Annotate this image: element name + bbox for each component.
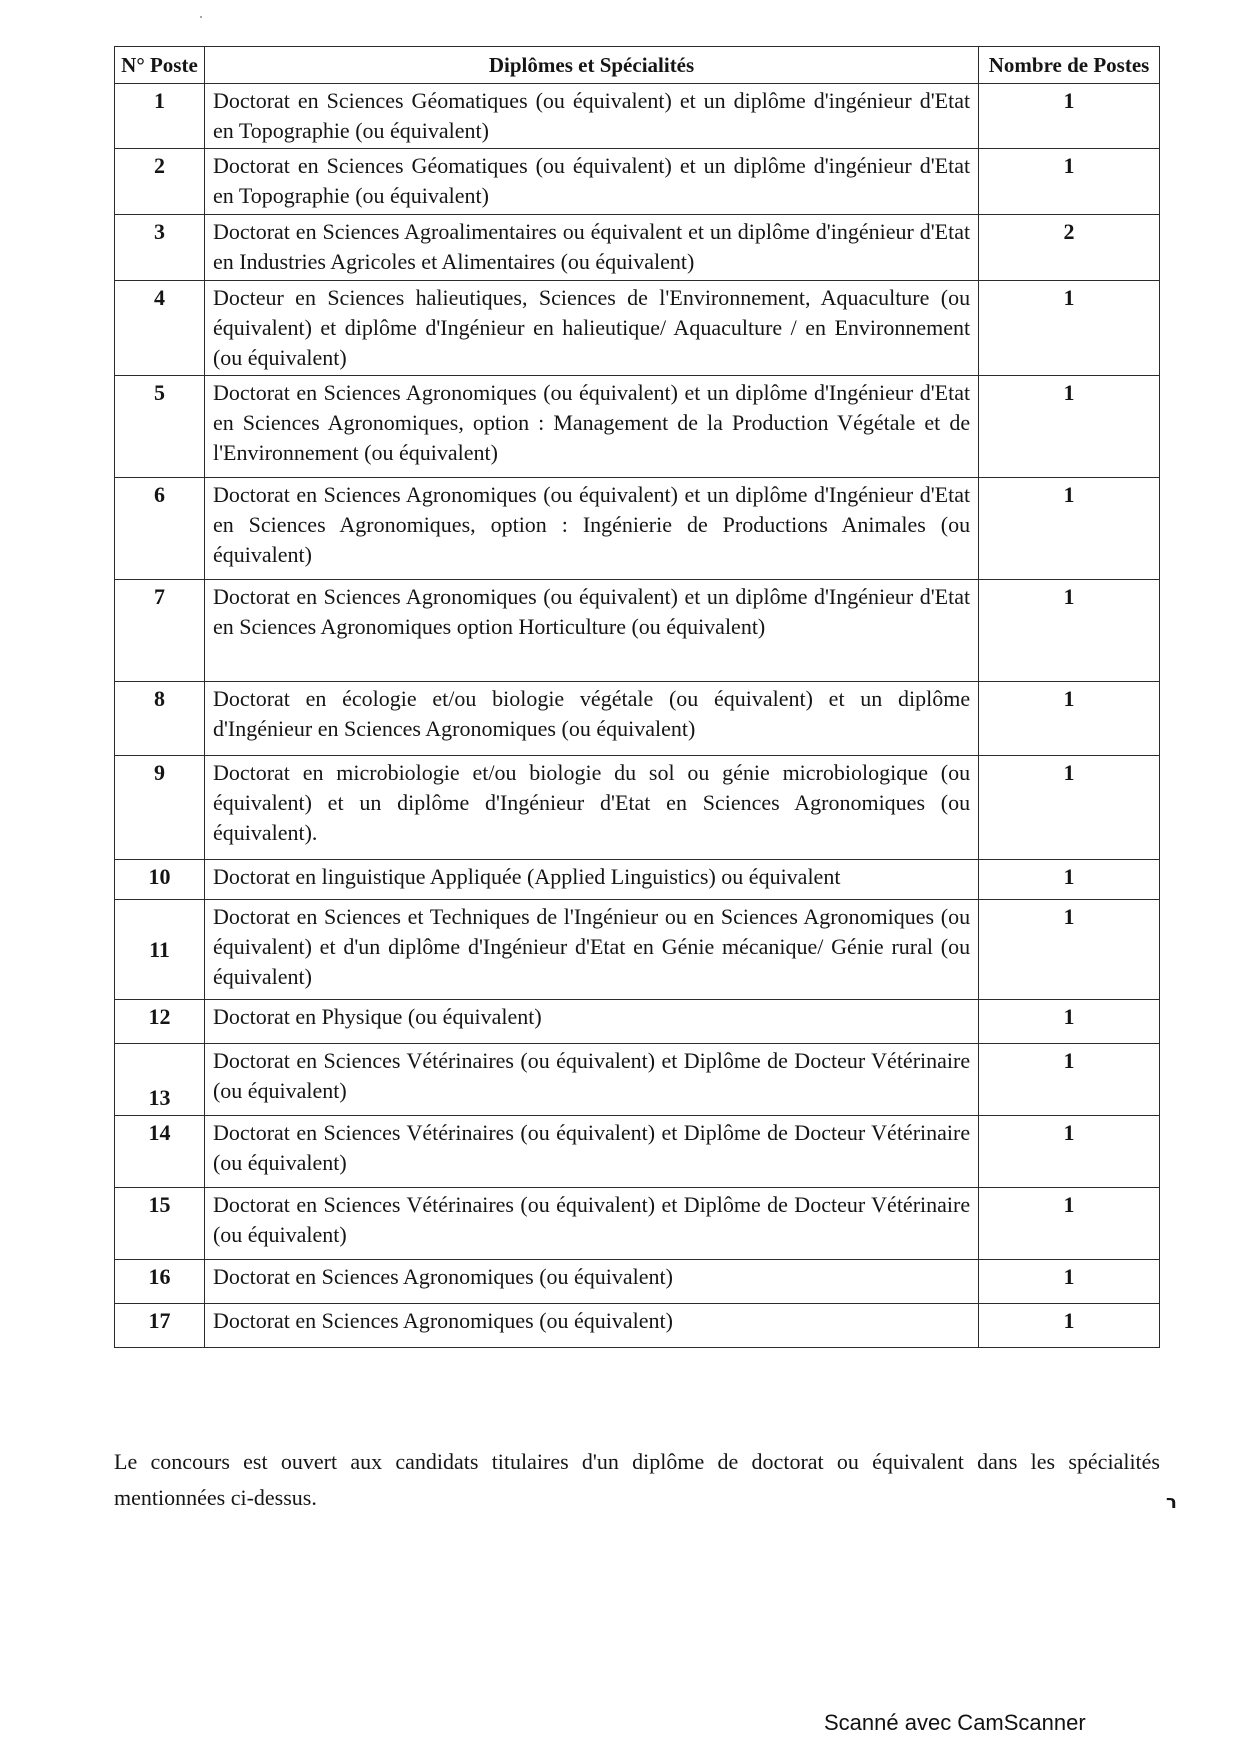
table-header-row (115, 47, 1160, 84)
post-number: 17 (115, 1304, 205, 1348)
post-specialty: Doctorat en Sciences Agronomiques (ou équivalent) et un diplôme d'Ingénieur d'Etat en Sciences Agronomiques, option : Ingénierie de Productions Animales (ou équivalent) (204, 478, 978, 580)
table-row (115, 1260, 1160, 1304)
post-number: 16 (115, 1260, 205, 1304)
table-row (115, 1044, 1160, 1116)
post-specialty: Doctorat en Sciences Vétérinaires (ou équivalent) et Diplôme de Docteur Vétérinaire (ou équivalent) (204, 1116, 978, 1188)
post-specialty: Doctorat en Sciences Agronomiques (ou équivalent) (204, 1304, 978, 1348)
post-count: 2 (979, 215, 1160, 281)
post-specialty: Doctorat en linguistique Appliquée (Applied Linguistics) ou équivalent (204, 860, 978, 900)
post-specialty: Doctorat en Sciences Vétérinaires (ou équivalent) et Diplôme de Docteur Vétérinaire (ou équivalent) (204, 1188, 978, 1260)
post-number: 12 (115, 1000, 205, 1044)
table-row (115, 1116, 1160, 1188)
post-count: 1 (979, 376, 1160, 478)
post-count: 1 (979, 1116, 1160, 1188)
post-specialty: Doctorat en Sciences Agronomiques (ou équivalent) et un diplôme d'Ingénieur d'Etat en Sciences Agronomiques option Horticulture (ou équivalent) (204, 580, 978, 682)
table-row (115, 376, 1160, 478)
post-specialty: Doctorat en Sciences et Techniques de l'Ingénieur ou en Sciences Agronomiques (ou équivalent) et d'un diplôme d'Ingénieur d'Etat en Génie mécanique/ Génie rural (ou équivalent) (204, 900, 978, 1000)
post-specialty: Doctorat en écologie et/ou biologie végétale (ou équivalent) et un diplôme d'Ingénieur en Sciences Agronomiques (ou équivalent) (204, 682, 978, 756)
post-specialty: Doctorat en microbiologie et/ou biologie du sol ou génie microbiologique (ou équivalent) et un diplôme d'Ingénieur d'Etat en Sciences Agronomiques (ou équivalent). (204, 756, 978, 860)
post-number: 13 (115, 1044, 205, 1116)
post-number: 10 (115, 860, 205, 900)
post-count: 1 (979, 281, 1160, 376)
post-count: 1 (979, 84, 1160, 149)
table-row (115, 215, 1160, 281)
header-post-count: Nombre de Postes (979, 47, 1160, 84)
post-count: 1 (979, 580, 1160, 682)
post-specialty: Doctorat en Physique (ou équivalent) (204, 1000, 978, 1044)
post-count: 1 (979, 149, 1160, 215)
post-specialty: Docteur en Sciences halieutiques, Sciences de l'Environnement, Aquaculture (ou équivalent) et diplôme d'Ingénieur en halieutique/ Aquaculture / en Environnement (ou équivalent) (204, 281, 978, 376)
post-number: 14 (115, 1116, 205, 1188)
post-number: 15 (115, 1188, 205, 1260)
scanner-watermark: Scanné avec CamScanner (824, 1710, 1086, 1735)
post-count: 1 (979, 1000, 1160, 1044)
post-specialty: Doctorat en Sciences Agroalimentaires ou équivalent et un diplôme d'ingénieur d'Etat en Industries Agricoles et Alimentaires (ou équivalent) (204, 215, 978, 281)
post-count: 1 (979, 900, 1160, 1000)
table-row (115, 1304, 1160, 1348)
post-count: 1 (979, 682, 1160, 756)
post-count: 1 (979, 478, 1160, 580)
post-number: 6 (115, 478, 205, 580)
post-count: 1 (979, 756, 1160, 860)
page-mark: ר (1166, 1492, 1177, 1513)
post-specialty: Doctorat en Sciences Agronomiques (ou équivalent) (204, 1260, 978, 1304)
post-number: 5 (115, 376, 205, 478)
post-number: 7 (115, 580, 205, 682)
table-row (115, 1188, 1160, 1260)
post-number: 8 (115, 682, 205, 756)
header-specialty: Diplômes et Spécialités (204, 47, 978, 84)
table-row (115, 478, 1160, 580)
post-count: 1 (979, 860, 1160, 900)
post-number: 4 (115, 281, 205, 376)
eligibility-note: Le concours est ouvert aux candidats titulaires d'un diplôme de doctorat ou équivalent dans les spécialités mentionnées ci-dessus. (114, 1449, 1160, 1510)
post-number: 11 (115, 900, 205, 1000)
table-row (115, 580, 1160, 682)
scan-speck (200, 16, 202, 18)
post-number: 3 (115, 215, 205, 281)
table-row (115, 149, 1160, 215)
table-row (115, 1000, 1160, 1044)
post-count: 1 (979, 1260, 1160, 1304)
post-specialty: Doctorat en Sciences Vétérinaires (ou équivalent) et Diplôme de Docteur Vétérinaire (ou équivalent) (204, 1044, 978, 1116)
post-number: 9 (115, 756, 205, 860)
table-row (115, 900, 1160, 1000)
table-row (115, 281, 1160, 376)
post-specialty: Doctorat en Sciences Agronomiques (ou équivalent) et un diplôme d'Ingénieur d'Etat en Sciences Agronomiques, option : Management de la Production Végétale et de l'Environnement (ou équivalent) (204, 376, 978, 478)
post-specialty: Doctorat en Sciences Géomatiques (ou équivalent) et un diplôme d'ingénieur d'Etat en Topographie (ou équivalent) (204, 149, 978, 215)
post-count: 1 (979, 1188, 1160, 1260)
post-specialty: Doctorat en Sciences Géomatiques (ou équivalent) et un diplôme d'ingénieur d'Etat en Topographie (ou équivalent) (204, 84, 978, 149)
header-post-number: N° Poste (115, 47, 205, 84)
post-count: 1 (979, 1044, 1160, 1116)
table-row (115, 682, 1160, 756)
table-row (115, 756, 1160, 860)
post-number: 2 (115, 149, 205, 215)
post-number: 1 (115, 84, 205, 149)
table-row (115, 84, 1160, 149)
positions-table (114, 46, 1160, 1348)
post-count: 1 (979, 1304, 1160, 1348)
table-row (115, 860, 1160, 900)
